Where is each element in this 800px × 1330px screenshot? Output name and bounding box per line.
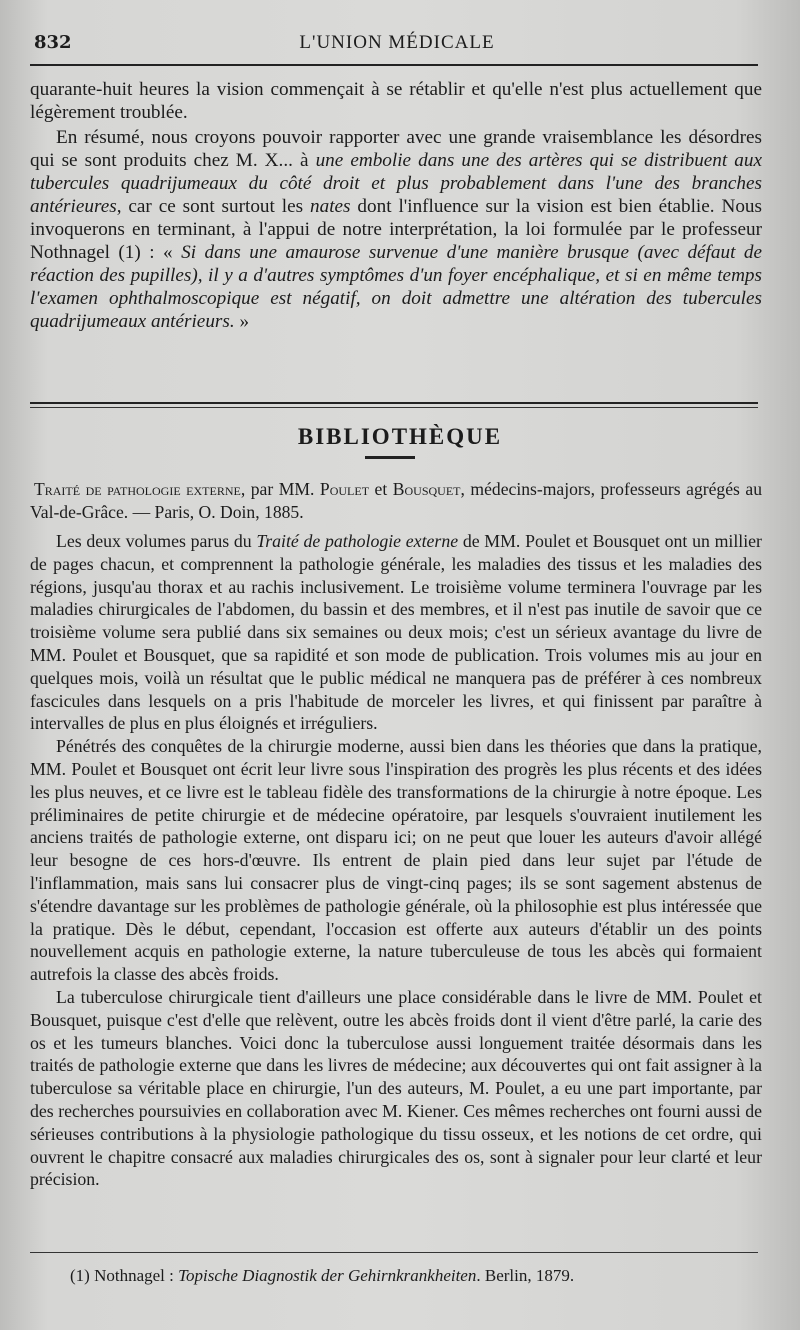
bib-author-bousquet: Bousquet <box>392 479 461 499</box>
bib-text-b: , par MM. <box>240 479 320 499</box>
bib-text-d: et <box>369 479 393 499</box>
header-rule <box>30 64 758 66</box>
bib-title: Traité de pathologie externe <box>34 479 241 499</box>
bib-author-poulet: Poulet <box>319 479 370 499</box>
footnote-c: . Berlin, 1879. <box>476 1266 575 1285</box>
review-para-2: Pénétrés des conquêtes de la chirurgie moderne, aussi bien dans les théories que dans la pratique, MM. Poulet et Bousquet ont écrit leur livre sous l'inspiration des progrès les plus récents et des idées les plus neuves, et ce livre est le tableau fidèle des transformations de la chirurgie à notre époque. Les préliminaires de petite chirurgie et de médecine opératoire, par lesquels s'ouvraient inutilement les anciens traités de pathologie externe, ont disparu ici; on ne peut que louer les auteurs d'avoir allégé leur besogne de ces hors-d'œuvre. Ils entrent de plain pied dans leur sujet par l'étude de l'inflammation, mais sans lui consacrer plus de vingt-cinq pages; ils se sont sagement abstenus de s'étendre davantage sur les problèmes de pathologie générale, où la philosophie est plus intéressée que la pratique. Dès le début, cependant, l'occasion est offerte aux auteurs d'établir un des points nouvellement acquis en pathologie externe, la nature tuberculeuse de tous les abcès qui formaient autrefois la classe des abcès froids. <box>30 736 762 985</box>
review-para-1 <box>30 530 762 735</box>
section-rule-bottom <box>30 407 758 408</box>
para-2-text-a: En résumé, nous croyons pouvoir rapporter avec une grande vraisemblance les désordres qui se sont produits chez M. X... à <box>30 127 762 171</box>
para-1: quarante-huit heures la vision commençait à se rétablir et qu'elle n'est plus actuellement que légèrement troublée. <box>30 79 762 123</box>
bibliographic-reference <box>30 478 762 524</box>
section-rule-top <box>30 402 758 404</box>
section-title: BIBLIOTHÈQUE <box>297 424 503 449</box>
running-head: L'UNION MÉDICALE <box>299 32 495 53</box>
para-2 <box>30 126 762 333</box>
para-2-text-g: » <box>234 311 250 332</box>
para-2-text-c: , car ce sont surtout les <box>116 196 310 217</box>
page-number: 832 <box>34 32 72 53</box>
review-para-3: La tuberculose chirurgicale tient d'ailleurs une place considérable dans le livre de MM. Poulet et Bousquet, puisque c'est d'elle que relèvent, outre les abcès froids dont il vient d'être parlé, la carie des os et les tumeurs blanches. Voici donc la tuberculose aussi longuement traitée désormais dans les traités de pathologie externe que dans les livres de médecine; aux découvertes qui ont fait assigner à la tuberculose sa véritable place en chirurgie, l'un des auteurs, M. Poulet, a eu une part importante, par des recherches poursuivies en collaboration avec M. Kiener. Ces mêmes recherches ont fourni aussi de sérieuses contributions à la physiologie pathologique du tissu osseux, et les notions de cet ordre, qui ouvrent le chapitre consacré aux maladies chirurgicales des os, sont à signaler pour leur clarté et leur précision. <box>30 986 762 1190</box>
paragraph-continuation <box>30 78 762 124</box>
bib-text-f: , médecins-majors, professeurs agrégés au Val-de-Grâce. — Paris, O. Doin, 1885. <box>30 479 762 522</box>
section-title-bar <box>365 456 415 459</box>
review-para-1-c: de MM. Poulet et Bousquet ont un millier de pages chacun, et comprennent la pathologie générale, les maladies des tissus et les maladies des régions, jusqu'au thorax et au rachis inclusivement. Le troisième volume terminera l'ouvrage par les maladies chirurgicales de l'abdomen, du bassin et des membres, et il n'est pas inutile de savoir que ce troisième volume sera publié dans six semaines ou deux mois; c'est un sérieux avantage du livre de MM. Poulet et Bousquet, que sa rapidité et son mode de publication. Trois volumes mis au jour en quelques mois, voilà un résultat que le public médical ne manquera pas de préférer à ces nombreux fascicules dans lesquels on a pris l'habitude de morceler les livres, et qui finissent par paraître à intervalles de plus en plus éloignés et irréguliers. <box>30 531 762 734</box>
footnote-title: Topische Diagnostik der Gehirnkrankheiten <box>178 1266 477 1285</box>
footnote-rule <box>30 1252 758 1253</box>
review-body <box>30 530 762 1191</box>
para-2-text-e: dont l'influence sur la vision est bien établie. Nous invoquerons en terminant, à l'appui de notre interprétation, la loi formulée par le professeur Nothnagel (1) : « <box>30 196 762 263</box>
paragraph-summary <box>30 126 762 333</box>
page-header <box>34 26 760 56</box>
para-2-italic-b: une embolie dans une des artères qui se distribuent aux tubercules quadrijumeaux du côté droit et plus probablement dans l'une des branches antérieures <box>30 150 762 217</box>
footnote <box>70 1266 760 1286</box>
review-para-1-a: Les deux volumes parus du <box>56 531 257 551</box>
para-2-quote: Si dans une amaurose survenue d'une manière brusque (avec défaut de réaction des pupilles), il y a d'autres symptômes d'un foyer encéphalique, et si en même temps l'examen ophthalmoscopique est négatif, on doit admettre une altération des tubercules quadrijumeaux antérieurs. <box>30 242 762 332</box>
footnote-a: (1) Nothnagel : <box>70 1266 179 1285</box>
para-2-italic-nates: nates <box>310 196 351 217</box>
review-para-1-title: Traité de pathologie externe <box>256 531 459 551</box>
